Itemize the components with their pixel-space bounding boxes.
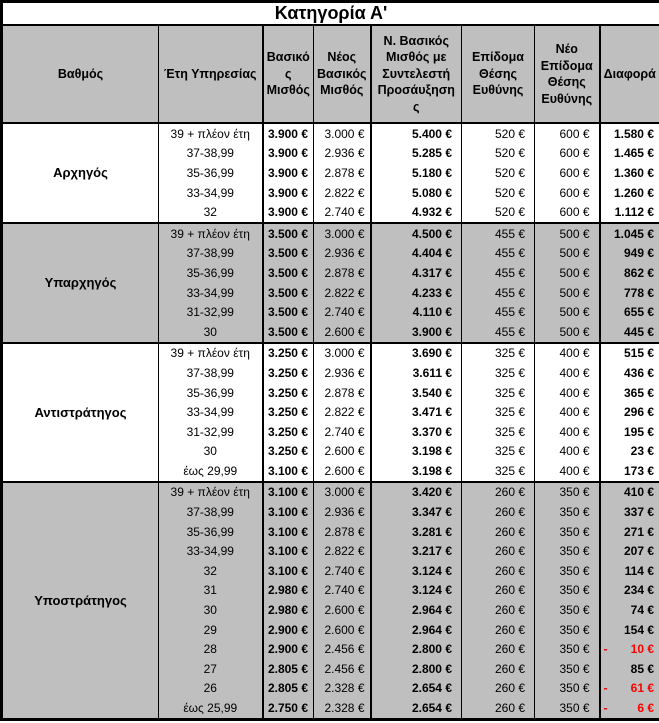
difference-cell bbox=[600, 422, 659, 442]
coef-basic-salary-cell: 3.347 € bbox=[371, 502, 462, 522]
coef-basic-salary-cell: 3.690 € bbox=[371, 343, 462, 364]
table-row bbox=[2, 482, 659, 503]
coef-basic-salary-cell: 3.281 € bbox=[371, 522, 462, 542]
allowance-cell: 325 € bbox=[462, 383, 535, 403]
basic-salary-cell: 3.900 € bbox=[263, 123, 314, 144]
allowance-cell: 260 € bbox=[462, 600, 535, 620]
coef-basic-salary-cell: 2.654 € bbox=[371, 698, 462, 719]
new-basic-salary-cell: 2.328 € bbox=[314, 698, 371, 719]
allowance-cell: 260 € bbox=[462, 620, 535, 640]
new-allowance-cell: 500 € bbox=[535, 322, 600, 343]
coef-basic-salary-cell: 3.611 € bbox=[371, 363, 462, 383]
coef-basic-salary-cell: 2.964 € bbox=[371, 620, 462, 640]
difference-cell bbox=[600, 679, 659, 699]
table-row bbox=[2, 343, 659, 364]
years-cell: 26 bbox=[159, 679, 263, 699]
new-allowance-cell: 500 € bbox=[535, 283, 600, 303]
new-basic-salary-cell: 3.000 € bbox=[314, 123, 371, 144]
basic-salary-cell: 3.250 € bbox=[263, 402, 314, 422]
coef-basic-salary-cell: 4.110 € bbox=[371, 302, 462, 322]
coef-basic-salary-cell: 5.080 € bbox=[371, 183, 462, 203]
header-row bbox=[2, 25, 659, 123]
basic-salary-cell: 3.500 € bbox=[263, 263, 314, 283]
allowance-cell: 260 € bbox=[462, 502, 535, 522]
years-cell: 29 bbox=[159, 620, 263, 640]
coef-basic-salary-cell: 4.233 € bbox=[371, 283, 462, 303]
new-basic-salary-cell: 2.822 € bbox=[314, 283, 371, 303]
years-cell: 39 + πλέον έτη bbox=[159, 482, 263, 503]
difference-value: 410 € bbox=[623, 485, 654, 500]
table-row bbox=[2, 123, 659, 144]
new-allowance-cell: 400 € bbox=[535, 343, 600, 364]
difference-value: 1.465 € bbox=[613, 146, 654, 161]
years-cell: 39 + πλέον έτη bbox=[159, 223, 263, 244]
new-basic-salary-cell: 2.936 € bbox=[314, 502, 371, 522]
coef-basic-salary-cell: 5.285 € bbox=[371, 144, 462, 164]
difference-cell bbox=[600, 639, 659, 659]
basic-salary-cell: 2.805 € bbox=[263, 679, 314, 699]
difference-cell bbox=[600, 302, 659, 322]
coef-basic-salary-cell: 3.217 € bbox=[371, 541, 462, 561]
difference-cell bbox=[600, 620, 659, 640]
basic-salary-cell: 3.250 € bbox=[263, 442, 314, 462]
new-basic-salary-cell: 3.000 € bbox=[314, 223, 371, 244]
new-basic-salary-cell: 2.328 € bbox=[314, 679, 371, 699]
allowance-cell: 260 € bbox=[462, 581, 535, 601]
difference-value: 1.112 € bbox=[614, 205, 654, 220]
new-allowance-cell: 400 € bbox=[535, 422, 600, 442]
new-basic-salary-cell: 2.822 € bbox=[314, 541, 371, 561]
new-allowance-cell: 400 € bbox=[535, 442, 600, 462]
difference-cell bbox=[600, 144, 659, 164]
difference-value: 173 € bbox=[623, 463, 654, 478]
rank-cell: Υποστράτηγος bbox=[2, 482, 159, 720]
column-header-difference: Διαφορά bbox=[600, 25, 659, 123]
difference-cell bbox=[600, 502, 659, 522]
allowance-cell: 325 € bbox=[462, 422, 535, 442]
column-header-new-basic-salary: Νέος Βασικός Μισθός bbox=[314, 25, 371, 123]
new-basic-salary-cell: 2.878 € bbox=[314, 522, 371, 542]
difference-value: 114 € bbox=[624, 563, 654, 578]
new-basic-salary-cell: 2.822 € bbox=[314, 402, 371, 422]
years-cell: 32 bbox=[159, 561, 263, 581]
basic-salary-cell: 2.900 € bbox=[263, 639, 314, 659]
difference-cell bbox=[600, 600, 659, 620]
new-basic-salary-cell: 2.456 € bbox=[314, 639, 371, 659]
allowance-cell: 325 € bbox=[462, 461, 535, 482]
coef-basic-salary-cell: 4.317 € bbox=[371, 263, 462, 283]
difference-value: 234 € bbox=[623, 583, 654, 598]
basic-salary-cell: 2.980 € bbox=[263, 581, 314, 601]
difference-value: 195 € bbox=[623, 424, 654, 439]
difference-value: 85 € bbox=[630, 661, 654, 676]
new-basic-salary-cell: 2.740 € bbox=[314, 581, 371, 601]
coef-basic-salary-cell: 3.540 € bbox=[371, 383, 462, 403]
new-allowance-cell: 350 € bbox=[535, 541, 600, 561]
new-allowance-cell: 400 € bbox=[535, 363, 600, 383]
coef-basic-salary-cell: 4.500 € bbox=[371, 223, 462, 244]
table-row bbox=[2, 223, 659, 244]
allowance-cell: 325 € bbox=[462, 363, 535, 383]
basic-salary-cell: 3.500 € bbox=[263, 283, 314, 303]
years-cell: 33-34,99 bbox=[159, 283, 263, 303]
new-basic-salary-cell: 2.600 € bbox=[314, 461, 371, 482]
coef-basic-salary-cell: 3.900 € bbox=[371, 322, 462, 343]
new-basic-salary-cell: 2.600 € bbox=[314, 600, 371, 620]
new-allowance-cell: 350 € bbox=[535, 600, 600, 620]
difference-value: 1.360 € bbox=[613, 165, 654, 180]
coef-basic-salary-cell: 5.400 € bbox=[371, 123, 462, 144]
years-cell: έως 25,99 bbox=[159, 698, 263, 719]
new-basic-salary-cell: 2.936 € bbox=[314, 144, 371, 164]
basic-salary-cell: 2.750 € bbox=[263, 698, 314, 719]
negative-sign: - bbox=[603, 681, 608, 696]
difference-value: 862 € bbox=[623, 265, 654, 280]
difference-cell bbox=[600, 322, 659, 343]
new-allowance-cell: 350 € bbox=[535, 639, 600, 659]
years-cell: 35-36,99 bbox=[159, 163, 263, 183]
difference-value: 61 € bbox=[630, 681, 654, 696]
allowance-cell: 325 € bbox=[462, 402, 535, 422]
new-basic-salary-cell: 2.740 € bbox=[314, 422, 371, 442]
difference-cell bbox=[600, 223, 659, 244]
basic-salary-cell: 3.250 € bbox=[263, 422, 314, 442]
years-cell: 31 bbox=[159, 581, 263, 601]
years-cell: 37-38,99 bbox=[159, 144, 263, 164]
difference-cell bbox=[600, 343, 659, 364]
new-allowance-cell: 600 € bbox=[535, 144, 600, 164]
difference-value: 337 € bbox=[623, 505, 654, 520]
new-allowance-cell: 350 € bbox=[535, 522, 600, 542]
difference-value: 6 € bbox=[637, 701, 654, 716]
basic-salary-cell: 3.250 € bbox=[263, 363, 314, 383]
years-cell: 35-36,99 bbox=[159, 263, 263, 283]
new-allowance-cell: 350 € bbox=[535, 620, 600, 640]
basic-salary-cell: 3.100 € bbox=[263, 561, 314, 581]
column-header-years: Έτη Υπηρεσίας bbox=[159, 25, 263, 123]
new-basic-salary-cell: 2.600 € bbox=[314, 322, 371, 343]
new-basic-salary-cell: 2.740 € bbox=[314, 561, 371, 581]
difference-value: 1.260 € bbox=[613, 185, 654, 200]
basic-salary-cell: 3.250 € bbox=[263, 343, 314, 364]
new-allowance-cell: 350 € bbox=[535, 679, 600, 699]
years-cell: 30 bbox=[159, 322, 263, 343]
difference-value: 365 € bbox=[623, 385, 654, 400]
difference-cell bbox=[600, 402, 659, 422]
difference-value: 74 € bbox=[630, 603, 654, 618]
coef-basic-salary-cell: 2.964 € bbox=[371, 600, 462, 620]
allowance-cell: 260 € bbox=[462, 541, 535, 561]
new-basic-salary-cell: 3.000 € bbox=[314, 482, 371, 503]
years-cell: 37-38,99 bbox=[159, 244, 263, 264]
difference-cell bbox=[600, 581, 659, 601]
allowance-cell: 325 € bbox=[462, 442, 535, 462]
difference-cell bbox=[600, 659, 659, 679]
basic-salary-cell: 3.900 € bbox=[263, 183, 314, 203]
difference-cell bbox=[600, 461, 659, 482]
new-allowance-cell: 500 € bbox=[535, 244, 600, 264]
allowance-cell: 260 € bbox=[462, 561, 535, 581]
coef-basic-salary-cell: 3.124 € bbox=[371, 561, 462, 581]
difference-cell bbox=[600, 482, 659, 503]
basic-salary-cell: 3.900 € bbox=[263, 163, 314, 183]
difference-cell bbox=[600, 541, 659, 561]
new-basic-salary-cell: 2.936 € bbox=[314, 244, 371, 264]
allowance-cell: 455 € bbox=[462, 283, 535, 303]
years-cell: 31-32,99 bbox=[159, 422, 263, 442]
years-cell: 35-36,99 bbox=[159, 522, 263, 542]
allowance-cell: 455 € bbox=[462, 263, 535, 283]
coef-basic-salary-cell: 2.800 € bbox=[371, 639, 462, 659]
new-basic-salary-cell: 2.740 € bbox=[314, 202, 371, 223]
coef-basic-salary-cell: 4.404 € bbox=[371, 244, 462, 264]
column-header-position-allowance: Επίδομα Θέσης Ευθύνης bbox=[462, 25, 535, 123]
difference-value: 655 € bbox=[623, 305, 654, 320]
difference-value: 23 € bbox=[630, 444, 654, 459]
years-cell: 39 + πλέον έτη bbox=[159, 123, 263, 144]
rank-cell: Υπαρχηγός bbox=[2, 223, 159, 343]
difference-cell bbox=[600, 383, 659, 403]
basic-salary-cell: 3.100 € bbox=[263, 461, 314, 482]
new-allowance-cell: 350 € bbox=[535, 502, 600, 522]
basic-salary-cell: 2.900 € bbox=[263, 620, 314, 640]
allowance-cell: 455 € bbox=[462, 244, 535, 264]
years-cell: 33-34,99 bbox=[159, 541, 263, 561]
new-basic-salary-cell: 2.878 € bbox=[314, 263, 371, 283]
new-allowance-cell: 600 € bbox=[535, 183, 600, 203]
difference-cell bbox=[600, 283, 659, 303]
basic-salary-cell: 3.100 € bbox=[263, 522, 314, 542]
basic-salary-cell: 3.250 € bbox=[263, 383, 314, 403]
new-allowance-cell: 500 € bbox=[535, 223, 600, 244]
allowance-cell: 325 € bbox=[462, 343, 535, 364]
rank-cell: Αντιστράτηγος bbox=[2, 343, 159, 482]
coef-basic-salary-cell: 3.420 € bbox=[371, 482, 462, 503]
difference-value: 154 € bbox=[623, 622, 654, 637]
coef-basic-salary-cell: 3.198 € bbox=[371, 442, 462, 462]
years-cell: 37-38,99 bbox=[159, 363, 263, 383]
allowance-cell: 455 € bbox=[462, 223, 535, 244]
allowance-cell: 520 € bbox=[462, 183, 535, 203]
allowance-cell: 455 € bbox=[462, 302, 535, 322]
years-cell: 27 bbox=[159, 659, 263, 679]
difference-value: 1.580 € bbox=[613, 126, 654, 141]
coef-basic-salary-cell: 5.180 € bbox=[371, 163, 462, 183]
new-basic-salary-cell: 2.878 € bbox=[314, 163, 371, 183]
years-cell: 33-34,99 bbox=[159, 183, 263, 203]
coef-basic-salary-cell: 4.932 € bbox=[371, 202, 462, 223]
new-basic-salary-cell: 2.600 € bbox=[314, 442, 371, 462]
difference-value: 949 € bbox=[623, 246, 654, 261]
basic-salary-cell: 3.100 € bbox=[263, 502, 314, 522]
allowance-cell: 260 € bbox=[462, 659, 535, 679]
difference-cell bbox=[600, 123, 659, 144]
difference-value: 10 € bbox=[630, 642, 654, 657]
new-allowance-cell: 600 € bbox=[535, 202, 600, 223]
new-allowance-cell: 350 € bbox=[535, 561, 600, 581]
basic-salary-cell: 3.100 € bbox=[263, 482, 314, 503]
negative-sign: - bbox=[603, 701, 608, 716]
basic-salary-cell: 2.805 € bbox=[263, 659, 314, 679]
new-basic-salary-cell: 2.936 € bbox=[314, 363, 371, 383]
new-basic-salary-cell: 2.822 € bbox=[314, 183, 371, 203]
allowance-cell: 260 € bbox=[462, 522, 535, 542]
coef-basic-salary-cell: 2.654 € bbox=[371, 679, 462, 699]
basic-salary-cell: 3.500 € bbox=[263, 302, 314, 322]
new-allowance-cell: 600 € bbox=[535, 123, 600, 144]
difference-cell bbox=[600, 244, 659, 264]
difference-value: 296 € bbox=[623, 405, 654, 420]
difference-value: 207 € bbox=[623, 544, 654, 559]
negative-sign: - bbox=[603, 642, 608, 657]
basic-salary-cell: 3.100 € bbox=[263, 541, 314, 561]
new-allowance-cell: 350 € bbox=[535, 482, 600, 503]
allowance-cell: 520 € bbox=[462, 202, 535, 223]
years-cell: 30 bbox=[159, 442, 263, 462]
new-allowance-cell: 500 € bbox=[535, 263, 600, 283]
new-allowance-cell: 400 € bbox=[535, 383, 600, 403]
new-basic-salary-cell: 2.600 € bbox=[314, 620, 371, 640]
new-allowance-cell: 350 € bbox=[535, 698, 600, 719]
allowance-cell: 520 € bbox=[462, 163, 535, 183]
allowance-cell: 260 € bbox=[462, 639, 535, 659]
difference-value: 271 € bbox=[623, 524, 654, 539]
new-allowance-cell: 500 € bbox=[535, 302, 600, 322]
difference-cell bbox=[600, 183, 659, 203]
coef-basic-salary-cell: 3.370 € bbox=[371, 422, 462, 442]
years-cell: 39 + πλέον έτη bbox=[159, 343, 263, 364]
difference-cell bbox=[600, 163, 659, 183]
difference-value: 515 € bbox=[623, 346, 654, 361]
title-row bbox=[2, 2, 659, 26]
years-cell: έως 29,99 bbox=[159, 461, 263, 482]
years-cell: 37-38,99 bbox=[159, 502, 263, 522]
allowance-cell: 260 € bbox=[462, 482, 535, 503]
difference-cell bbox=[600, 263, 659, 283]
difference-cell bbox=[600, 202, 659, 223]
new-allowance-cell: 350 € bbox=[535, 581, 600, 601]
new-basic-salary-cell: 2.740 € bbox=[314, 302, 371, 322]
new-allowance-cell: 350 € bbox=[535, 659, 600, 679]
basic-salary-cell: 2.980 € bbox=[263, 600, 314, 620]
column-header-basic-salary: Βασικός Μισθός bbox=[263, 25, 314, 123]
years-cell: 32 bbox=[159, 202, 263, 223]
allowance-cell: 520 € bbox=[462, 144, 535, 164]
new-basic-salary-cell: 2.456 € bbox=[314, 659, 371, 679]
difference-value: 1.045 € bbox=[613, 226, 654, 241]
difference-value: 445 € bbox=[623, 324, 654, 339]
years-cell: 30 bbox=[159, 600, 263, 620]
basic-salary-cell: 3.500 € bbox=[263, 322, 314, 343]
new-basic-salary-cell: 3.000 € bbox=[314, 343, 371, 364]
years-cell: 35-36,99 bbox=[159, 383, 263, 403]
basic-salary-cell: 3.900 € bbox=[263, 202, 314, 223]
years-cell: 28 bbox=[159, 639, 263, 659]
column-header-rank: Βαθμός bbox=[2, 25, 159, 123]
years-cell: 31-32,99 bbox=[159, 302, 263, 322]
column-header-new-position-allowance: Νέο Επίδομα Θέσης Ευθύνης bbox=[535, 25, 600, 123]
difference-cell bbox=[600, 698, 659, 719]
basic-salary-cell: 3.500 € bbox=[263, 244, 314, 264]
new-allowance-cell: 400 € bbox=[535, 402, 600, 422]
difference-cell bbox=[600, 561, 659, 581]
allowance-cell: 260 € bbox=[462, 698, 535, 719]
coef-basic-salary-cell: 3.471 € bbox=[371, 402, 462, 422]
new-allowance-cell: 600 € bbox=[535, 163, 600, 183]
table-title: Κατηγορία Α' bbox=[2, 2, 659, 26]
coef-basic-salary-cell: 2.800 € bbox=[371, 659, 462, 679]
rank-cell: Αρχηγός bbox=[2, 123, 159, 223]
coef-basic-salary-cell: 3.124 € bbox=[371, 581, 462, 601]
basic-salary-cell: 3.500 € bbox=[263, 223, 314, 244]
difference-cell bbox=[600, 522, 659, 542]
column-header-coef-basic-salary: Ν. Βασικός Μισθός με Συντελεστή Προσάυξησης bbox=[371, 25, 462, 123]
new-basic-salary-cell: 2.878 € bbox=[314, 383, 371, 403]
table-body bbox=[2, 123, 659, 719]
difference-cell bbox=[600, 442, 659, 462]
difference-value: 436 € bbox=[623, 365, 654, 380]
difference-value: 778 € bbox=[623, 285, 654, 300]
allowance-cell: 520 € bbox=[462, 123, 535, 144]
basic-salary-cell: 3.900 € bbox=[263, 144, 314, 164]
years-cell: 33-34,99 bbox=[159, 402, 263, 422]
allowance-cell: 455 € bbox=[462, 322, 535, 343]
difference-cell bbox=[600, 363, 659, 383]
coef-basic-salary-cell: 3.198 € bbox=[371, 461, 462, 482]
allowance-cell: 260 € bbox=[462, 679, 535, 699]
new-allowance-cell: 400 € bbox=[535, 461, 600, 482]
